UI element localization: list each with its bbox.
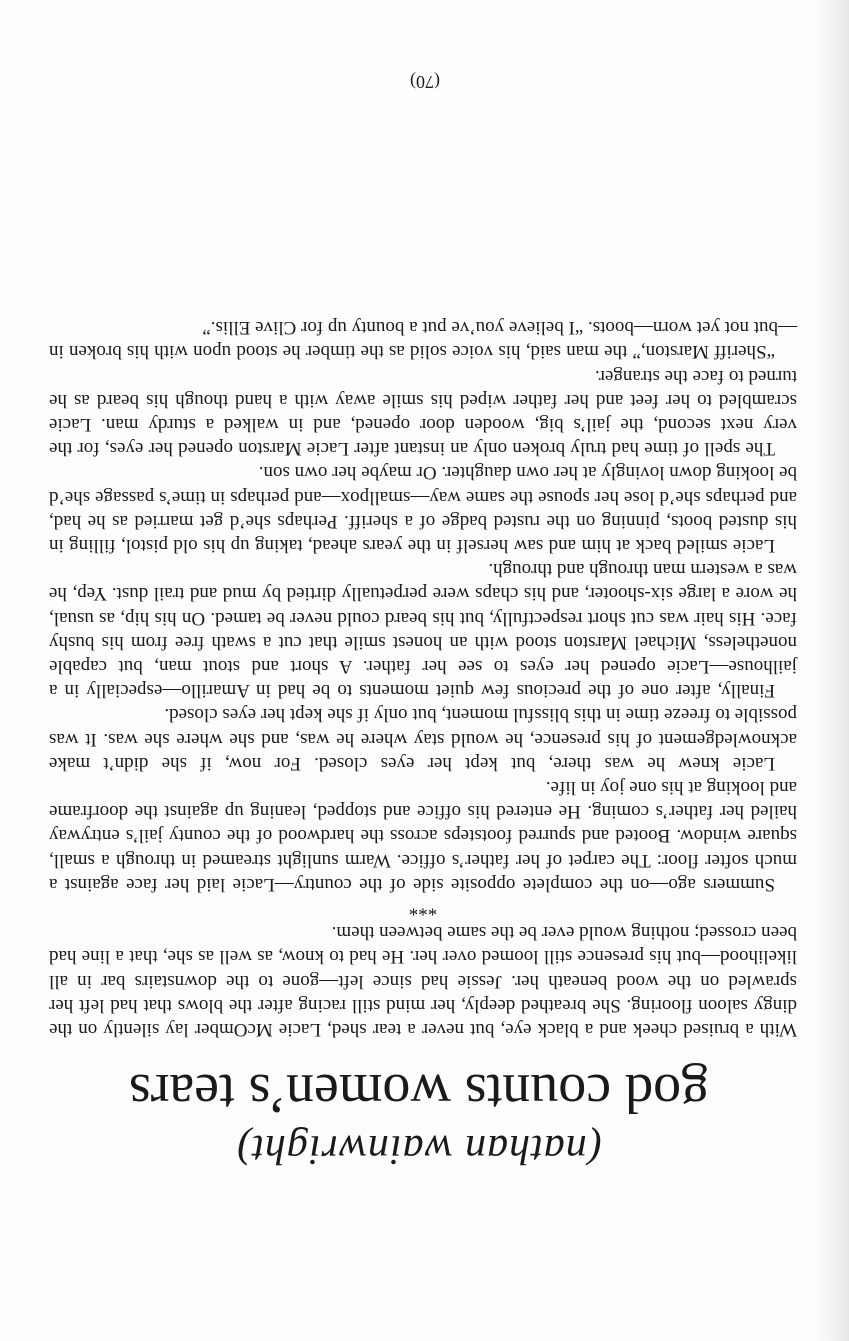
paragraph: Finally, after one of the precious few quiet moments to be had in Amarillo—especially in a jailhouse—Lacie opened her eyes to see her father. A short and stout man, but capable nonetheless, Michael Marston stood with an honest smile that cut a swath free from his bushy face. His hair was cut short respectfully, but his beard could never be tamed. On his hip, as usual, he wore a large six-shooter, and his chaps were perpetually dirtied by mud and trail dust. Yep, he was a western man through and through. [49, 559, 797, 702]
section-separator: *** [408, 897, 438, 919]
story-title: god counts women’s tears [128, 1062, 710, 1124]
paragraph: Lacie smiled back at him and saw herself in the years ahead, taking up his old pistol, filling in his dusted boots, pinning on the rusted badge of a sheriff. Perhaps she’d get married as he had, and perhaps she’d lose her spouse the same way—smallpox—and perhaps in time’s passage she’d be looking down lovingly at her own daughter. Or maybe her own son. [49, 462, 797, 556]
paragraph: Summers ago—on the complete opposite side of the country—Lacie laid her face against a much softer floor: The carpet of her father’s office. Warm sunlight streamed in through a small, square window. Booted and spurred footsteps across the hardwood of the county jail’s entryway hailed her father’s coming. He entered his office and stopped, leaning up against the doorframe and looking at his one joy in life. [49, 776, 797, 895]
paragraph: “Sheriff Marston,” the man said, his voice solid as the timber he stood upon with his broken in—but not yet worn—boots. “I believe you’ve put a bounty up for Clive Ellis.” [49, 317, 797, 363]
page-number: (70) [410, 72, 440, 92]
paragraph: The spell of time had truly broken only an instant after Lacie Marston opened her eyes, for the very next second, the jail’s big, wooden door opened, and in walked a sturdy man. Lacie scrambled to her feet and her father wiped his smile away with a hand though his beard as he turned to face the stranger. [49, 365, 797, 460]
author-byline: (nathan wainwright) [236, 1126, 602, 1172]
paragraph: Lacie knew he was there, but kept her eyes closed. For now, if she didn’t make acknowledgement of his presence, he would stay where he was, and she where she was. It was possible to freeze time in this blissful moment, but only if she kept her eyes closed. [49, 704, 797, 774]
paragraph: With a bruised cheek and a black eye, but never a tear shed, Lacie McOmber lay silently on the dingy saloon flooring. She breathed deeply, her mind still racing after the blows that had left her sprawled on the wood beneath her. Jessie had since left—gone to the downstairs bar in all likelihood—but his presence still loomed over her. He had to know, as well as she, that a line had been crossed; nothing would ever be the same between them. [49, 922, 797, 1040]
story-body [49, 315, 797, 1041]
